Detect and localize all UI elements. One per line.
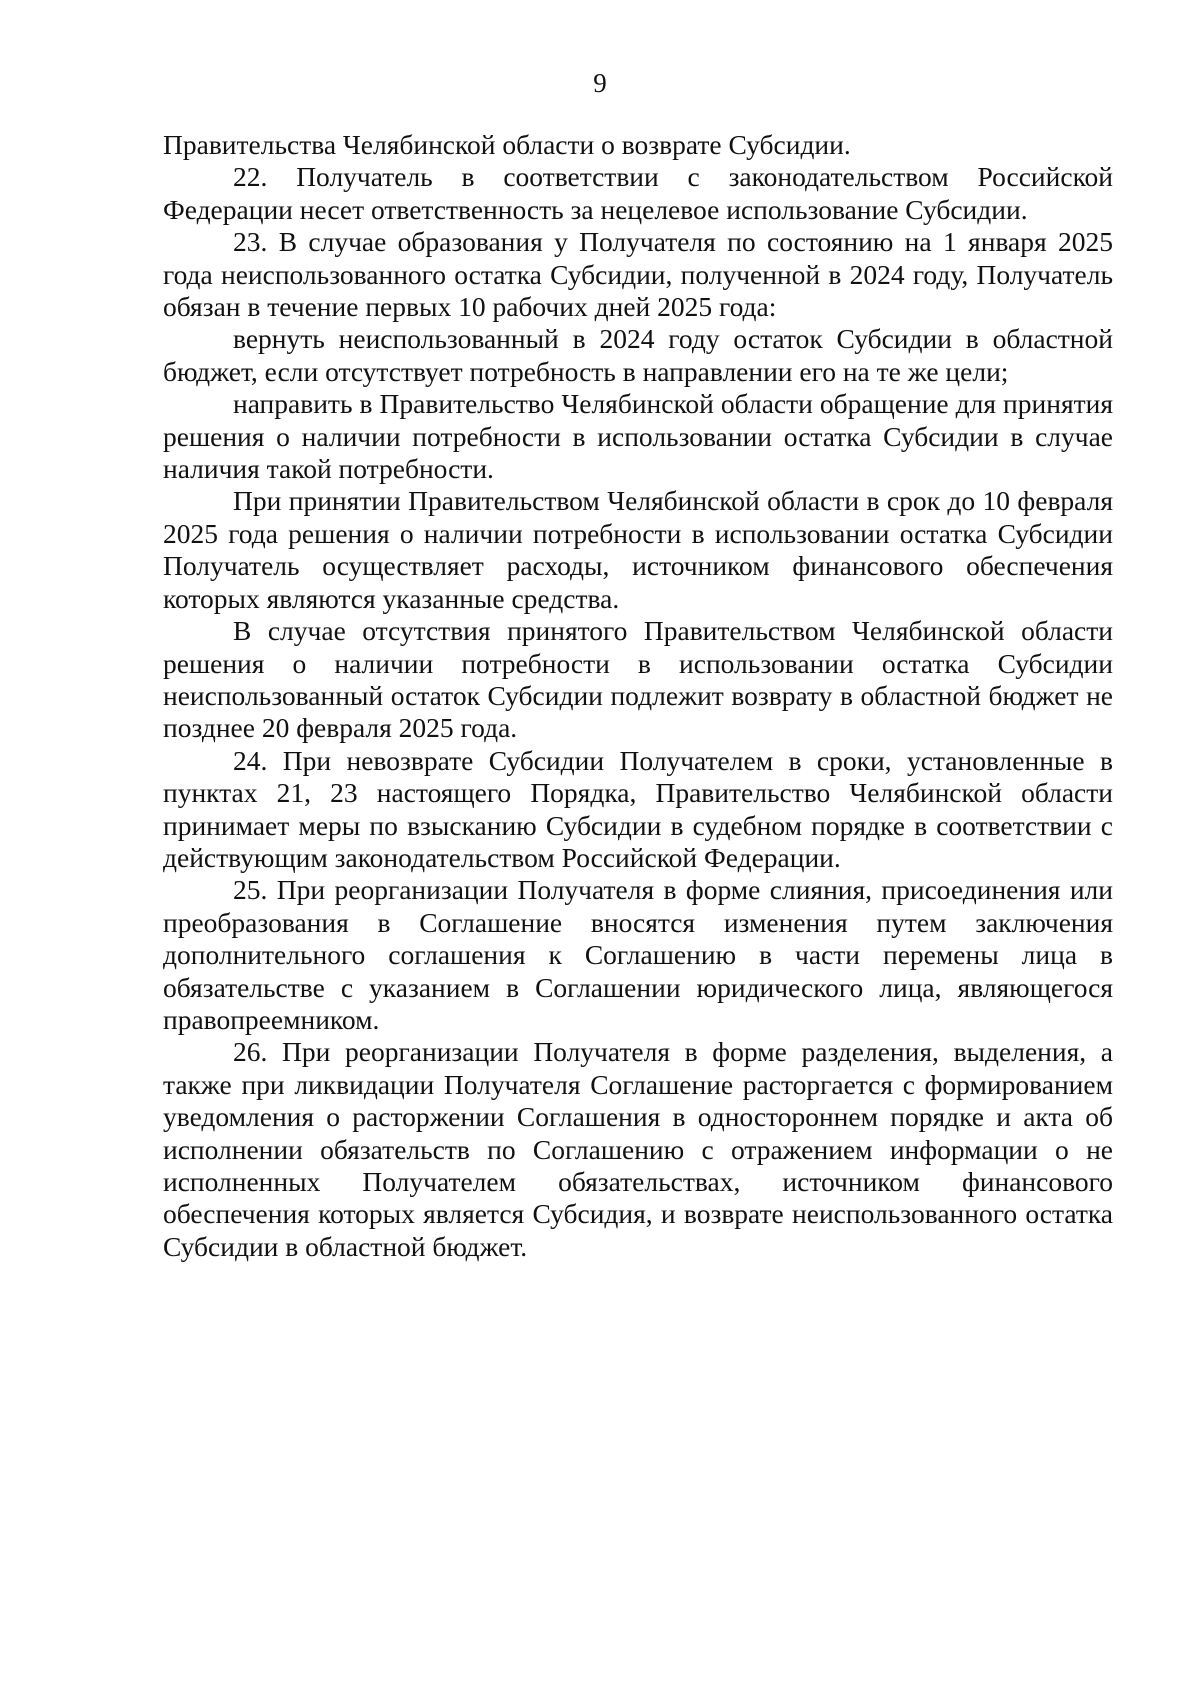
paragraph-clause-23: 23. В случае образования у Получателя по состоянию на 1 января 2025 года неиспользованного остатка Субсидии, полученной в 2024 году, Получатель обязан в течение первых 10 рабочих дней 2025 года:	[163, 226, 1113, 323]
paragraph-clause-25: 25. При реорганизации Получателя в форме слияния, присоединения или преобразования в Соглашение вносятся изменения путем заключения дополнительного соглашения к Соглашению в части перемены лица в обязательстве с указанием в Соглашении юридического лица, являющегося правопреемником.	[163, 874, 1113, 1035]
paragraph-decision-deadline: При принятии Правительством Челябинской области в срок до 10 февраля 2025 года решения о наличии потребности в использовании остатка Субсидии Получатель осуществляет расходы, источником финансового обеспечения которых являются указанные средства.	[163, 485, 1113, 614]
paragraph-clause-22: 22. Получатель в соответствии с законодательством Российской Федерации несет ответственность за нецелевое использование Субсидии.	[163, 161, 1113, 225]
paragraph-continuation: Правительства Челябинской области о возврате Субсидии.	[163, 129, 851, 160]
paragraph-no-decision: В случае отсутствия принятого Правительством Челябинской области решения о наличии потребности в использовании остатка Субсидии неиспользованный остаток Субсидии подлежит возврату в областной бюджет не позднее 20 февраля 2025 года.	[163, 615, 1113, 744]
paragraph-return-remainder: вернуть неиспользованный в 2024 году остаток Субсидии в областной бюджет, если отсутствует потребность в направлении его на те же цели;	[163, 323, 1113, 387]
document-body	[163, 129, 1113, 1263]
paragraph-clause-26: 26. При реорганизации Получателя в форме разделения, выделения, а также при ликвидации Получателя Соглашение расторгается с формированием уведомления о расторжении Соглашения в одностороннем порядке и акта об исполнении обязательств по Соглашению с отражением информации о не исполненных Получателем обязательствах, источником финансового обеспечения которых является Субсидия, и возврате неиспользованного остатка Субсидии в областной бюджет.	[163, 1036, 1113, 1262]
page-number: 9	[593, 68, 607, 98]
paragraph-clause-24: 24. При невозврате Субсидии Получателем в сроки, установленные в пунктах 21, 23 настоящего Порядка, Правительство Челябинской области принимает меры по взысканию Субсидии в судебном порядке в соответствии с действующим законодательством Российской Федерации.	[163, 744, 1113, 873]
paragraph-send-request: направить в Правительство Челябинской области обращение для принятия решения о наличии потребности в использовании остатка Субсидии в случае наличия такой потребности.	[163, 388, 1113, 485]
